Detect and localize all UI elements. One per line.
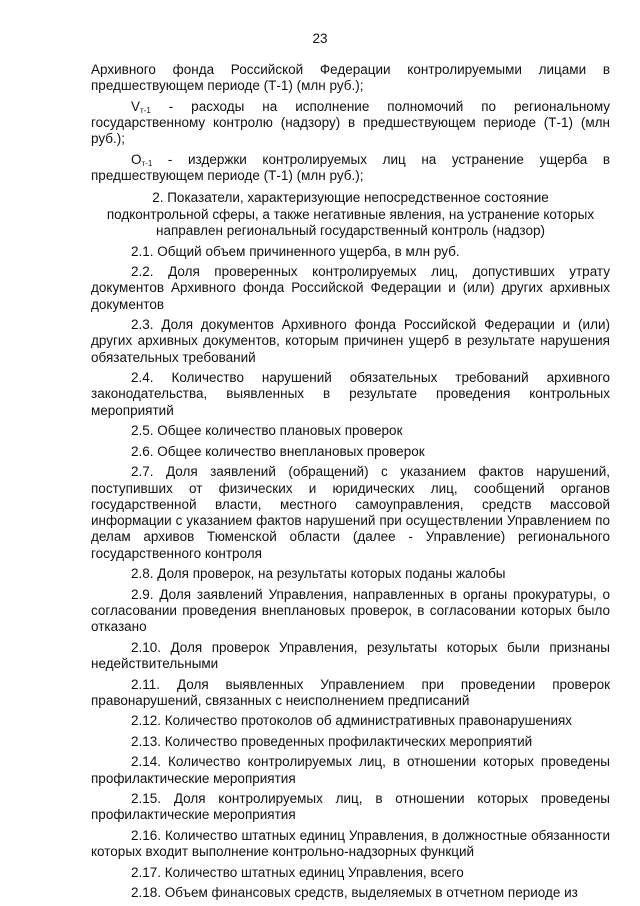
indicator-item: 2.15. Доля контролируемых лиц, в отношении которых проведены профилактические мероприятия [91, 791, 610, 823]
indicator-item: 2.11. Доля выявленных Управлением при проведении проверок правонарушений, связанных с неисполнением предписаний [91, 676, 610, 708]
continuation-paragraph: Архивного фонда Российской Федерации контролируемыми лицами в предшествующем периоде (Т-1) (млн руб.); [91, 62, 610, 94]
variable-definition-v [91, 99, 610, 148]
variable-symbol: V [131, 98, 141, 114]
indicator-item: 2.12. Количество протоколов об административных правонарушениях [131, 713, 573, 729]
variable-description: - расходы на исполнение полномочий по региональному государственному контролю (надзору) в предшествующем периоде (Т-1) (млн руб.); [91, 98, 610, 147]
page-number: 23 [312, 31, 328, 46]
indicator-item: 2.9. Доля заявлений Управления, направленных в органы прокуратуры, о согласовании проведения внеплановых проверок, в согласовании которых было отказано [91, 586, 610, 635]
indicator-item: 2.10. Доля проверок Управления, результаты которых были признаны недействительными [91, 639, 610, 672]
indicator-item: 2.16. Количество штатных единиц Управления, в должностные обязанности которых входит выполнение контрольно-надзорных функций [91, 827, 610, 860]
indicator-item: 2.3. Доля документов Архивного фонда Российской Федерации и (или) других архивных документов, которым причинен ущерб в результате нарушения обязательных требований [91, 317, 610, 365]
indicator-item: 2.1. Общий объем причиненного ущерба, в млн руб. [131, 243, 460, 259]
indicator-item: 2.13. Количество проведенных профилактических мероприятий [131, 733, 533, 749]
indicator-item: 2.5. Общее количество плановых проверок [131, 423, 403, 439]
section-heading: 2. Показатели, характеризующие непосредственное состояние подконтрольной сферы, а также негативные явления, на устранение которых направлен региональный государственный контроль (надзор) [106, 190, 595, 239]
indicator-item: 2.7. Доля заявлений (обращений) с указанием фактов нарушений, поступивших от физических и юридических лиц, сообщений органов государственной власти, местного самоуправления, средств массовой информации с указанием фактов нарушений при осуществлении Управлением по делам архивов Тюменской области (далее - Управление) регионального государственного контроля [91, 464, 610, 561]
variable-definition-o [91, 152, 610, 185]
indicator-item: 2.14. Количество контролируемых лиц, в отношении которых проведены профилактические мероприятия [91, 754, 610, 786]
variable-description: - издержки контролируемых лиц на устранение ущерба в предшествующем периоде (Т-1) (млн руб.); [91, 151, 610, 184]
indicator-item: 2.4. Количество нарушений обязательных требований архивного законодательства, выявленных в результате проведения контрольных мероприятий [91, 370, 610, 418]
variable-symbol: O [131, 151, 142, 167]
indicator-item: 2.8. Доля проверок, на результаты которых поданы жалобы [131, 566, 506, 582]
indicator-item: 2.17. Количество штатных единиц Управления, всего [131, 864, 464, 880]
document-body [91, 62, 610, 906]
indicator-item: 2.2. Доля проверенных контролируемых лиц, допустивших утрату документов Архивного фонда Российской Федерации и (или) других архивных документов [91, 264, 610, 312]
indicator-item: 2.18. Объем финансовых средств, выделяемых в отчетном периоде из [131, 885, 578, 901]
indicator-item: 2.6. Общее количество внеплановых проверок [131, 443, 425, 459]
variable-subscript: т-1 [141, 158, 153, 168]
variable-subscript: т-1 [140, 105, 151, 115]
